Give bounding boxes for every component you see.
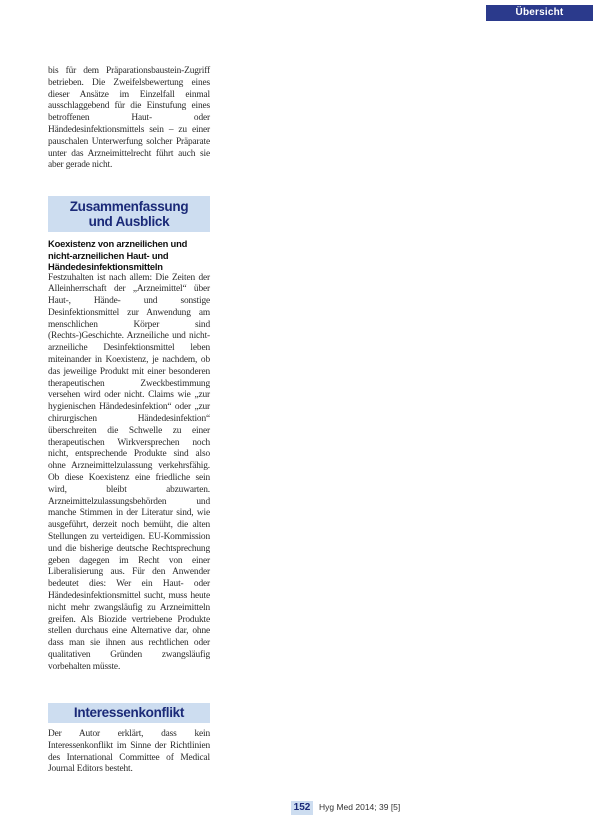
- summary-paragraph: Festzuhalten ist nach allem: Die Zeiten der Alleinherrschaft der „Arzneimittel“ über Haut-, Hände- und sonstige Desinfektionsmittel zur Anwendung am menschlichen Körper sind (Rechts-)Geschichte. Arzneiliche und nicht-arzneiliche Desinfektionsmittel leben miteinander in Koexistenz, je nachdem, ob das jeweilige Produkt mit einer besonderen therapeutischen Zweckbestimmung versehen wird oder nicht. Claims wie „zur hygienischen Händedesinfektion“ oder „zur chirurgischen Händedesinfektion“ überschreiten die Schwelle zu einer therapeutischen Wirkversprechen noch nicht, entsprechende Produkte sind also ohne Arzneimittelzulassung verkehrsfähig. Ob diese Koexistenz eine friedliche sein wird, bleibt abzuwarten. Arzneimittelzulassungsbehörden und manche Stimmen in der Literatur sind, wie ausgeführt, derzeit noch bemüht, die alten Stellungen zu verteidigen. EU-Kommission und die bisherige deutsche Rechtsprechung geben dagegen im Recht von einer Liberalisierung aus. Für den Anwender bedeutet dies: Wer ein Haut- oder Händedesinfektionsmittel sucht, muss heute nicht mehr zwangsläufig zu Arzneimitteln greifen. Als Biozide vertriebene Produkte stellen durchaus eine Alternative dar, ohne dass man sie ihnen aus rechtlichen oder qualitativen Gründen zwangsläufig vorbehalten müsste.: [48, 272, 210, 672]
- conflict-column: [48, 729, 210, 776]
- section-tab: Übersicht: [486, 5, 593, 21]
- journal-citation: Hyg Med 2014; 39 [5]: [319, 802, 401, 812]
- conflict-paragraph: Der Autor erklärt, dass kein Interessenkonflikt im Sinne der Richtlinien des International Committee of Medical Journal Editors besteht.: [48, 729, 210, 775]
- summary-heading-line1: Zusammenfassung: [69, 199, 189, 214]
- conflict-heading: Interessenkonflikt: [48, 703, 210, 723]
- summary-heading: [48, 196, 210, 232]
- intro-column: [48, 66, 210, 172]
- intro-paragraph: bis für dem Präparationsbaustein-Zugriff betrieben. Die Zweifelsbewertung eines dieser Ansätze im Einzelfall einmal ausschlaggebend für die Einstufung eines betroffenen Haut- oder Händedesinfektionsmittels sein – zu einer pauschalen Unterwerfung solcher Präparate unter das Arzneimittelrecht führt auch sie aber gerade nicht.: [48, 66, 210, 171]
- summary-heading-line2: und Ausblick: [88, 214, 170, 229]
- summary-column: [48, 238, 210, 674]
- page-number: 152: [291, 801, 313, 815]
- summary-subheading: Koexistenz von arzneilichen und nicht-arzneilichen Haut- und Händedesinfektionsmitteln: [48, 238, 188, 272]
- page-footer: [291, 800, 400, 814]
